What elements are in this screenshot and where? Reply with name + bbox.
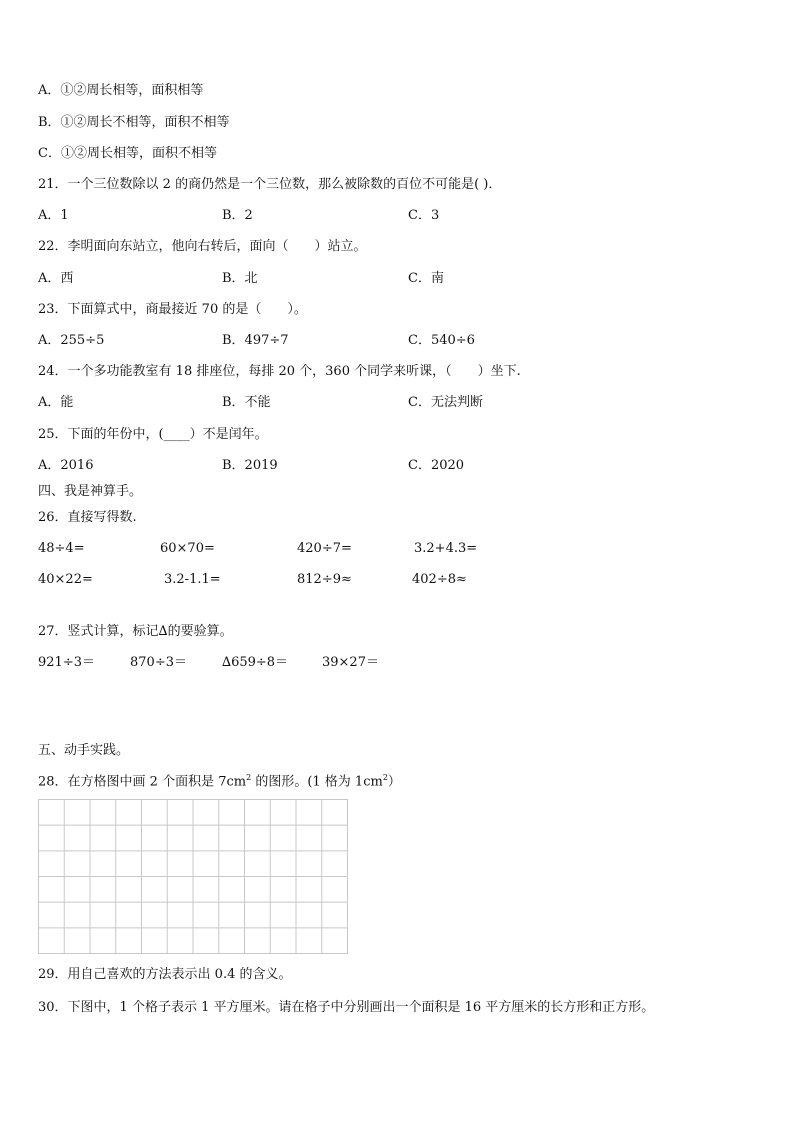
q26-r1-c1: 48÷4=	[38, 541, 85, 556]
q23-option-c: C．540÷6	[408, 333, 475, 348]
q25-option-b: B．2019	[222, 458, 278, 473]
q21-stem: 21．一个三位数除以 2 的商仍然是一个三位数，那么被除数的百位不可能是( )．	[38, 177, 502, 192]
q23-option-b: B．497÷7	[222, 333, 289, 348]
square-grid-lines	[38, 799, 348, 954]
q27-item-2: 870÷3＝	[130, 655, 187, 670]
q22-option-c: C．南	[408, 271, 444, 286]
q27-stem: 27．竖式计算，标记∆的要验算。	[38, 624, 233, 639]
section-4-heading: 四、我是神算手。	[38, 484, 143, 499]
q26-r1-c2: 60×70=	[160, 541, 215, 556]
q24-stem: 24．一个多功能教室有 18 排座位，每排 20 个，360 个同学来听课，（ ）坐下.	[38, 364, 521, 379]
q26-r2-c1: 40×22=	[38, 572, 93, 587]
q26-stem: 26．直接写得数.	[38, 510, 137, 525]
q20-option-a: A．①②周长相等，面积相等	[38, 83, 204, 98]
q22-option-b: B．北	[222, 271, 258, 286]
q22-option-a: A．西	[38, 271, 74, 286]
q26-r2-c3: 812÷9≈	[297, 572, 352, 587]
q25-option-a: A．2016	[38, 458, 94, 473]
q28-superscript-1: 2	[246, 773, 252, 782]
q26-r1-c4: 3.2+4.3=	[414, 541, 478, 556]
q27-item-3: ∆659÷8＝	[222, 655, 289, 670]
square-grid[interactable]	[38, 799, 348, 954]
q26-r2-c4: 402÷8≈	[412, 572, 467, 587]
q24-option-a: A．能	[38, 395, 74, 410]
q25-option-c: C．2020	[408, 458, 465, 473]
q21-option-c: C．3	[408, 208, 440, 223]
q25-stem: 25．下面的年份中，(____）不是闰年。	[38, 427, 268, 442]
q21-option-a: A．1	[38, 208, 69, 223]
q28-stem-part-1: 28．在方格图中画 2 个面积是 7cm	[38, 774, 247, 790]
q23-option-a: A．255÷5	[38, 333, 105, 348]
q23-stem: 23．下面算式中，商最接近 70 的是（ ）。	[38, 302, 307, 317]
section-5-heading: 五、动手实践。	[38, 743, 130, 758]
q26-r1-c3: 420÷7=	[297, 541, 352, 556]
q28-stem-part-2: 的图形。(1 格为 1cm	[251, 774, 383, 790]
q22-stem: 22．李明面向东站立，他向右转后，面向（ ）站立。	[38, 239, 367, 254]
q26-r2-c2: 3.2-1.1=	[164, 572, 221, 587]
q21-option-b: B．2	[222, 208, 253, 223]
q24-option-c: C．无法判断	[408, 395, 483, 410]
q27-item-1: 921÷3＝	[38, 655, 95, 670]
q30-stem: 30．下图中，1 个格子表示 1 平方厘米。请在格子中分别画出一个面积是 16 平方厘米的长方形和正方形。	[38, 1000, 655, 1015]
q29-stem: 29．用自己喜欢的方法表示出 0.4 的含义。	[38, 967, 292, 982]
q28-stem	[38, 770, 401, 790]
q24-option-b: B．不能	[222, 395, 271, 410]
q28-superscript-2: 2	[382, 773, 388, 782]
q20-option-b: B．①②周长不相等，面积不相等	[38, 115, 230, 130]
q27-item-4: 39×27＝	[322, 655, 379, 670]
q28-stem-part-3: ）	[387, 774, 401, 790]
q20-option-c: C．①②周长相等，面积不相等	[38, 146, 217, 161]
